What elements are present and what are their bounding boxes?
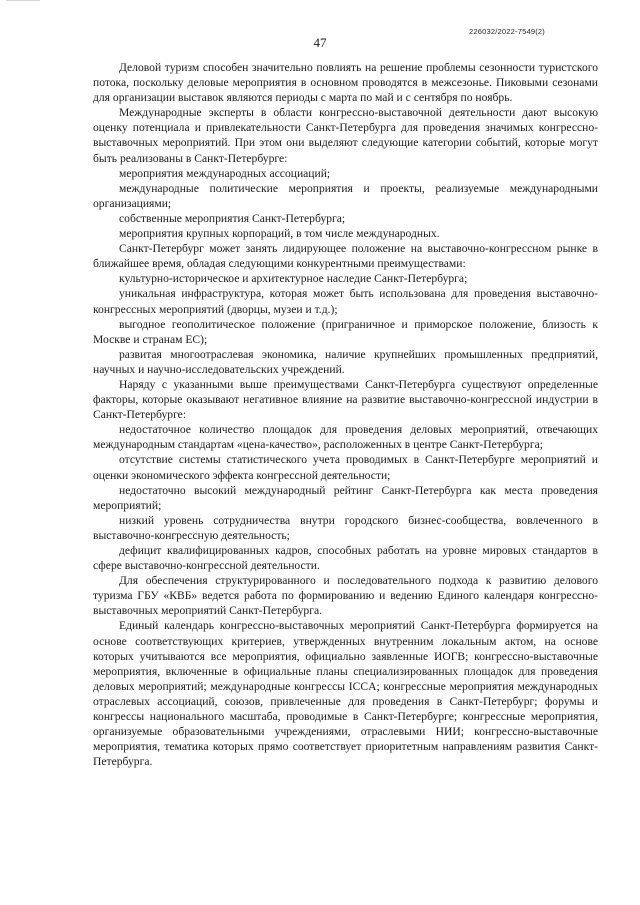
page-number: 47 (313, 35, 327, 50)
paragraph-seasonality: Деловой туризм способен значительно повлиять на решение проблемы сезонности туристского потока, поскольку деловые мероприятия в основном проводятся в межсезонье. Пиковыми сезонами для организации выставок являются периоды с марта по май и с сентября по ноябрь. (93, 61, 598, 105)
paragraph-calendar-criteria: Единый календарь конгрессно-выставочных мероприятий Санкт-Петербурга формируется на основе соответствующих критериев, утвержденных внутренним локальным актом, на основе которых учитываются все мероприятия, официально заявленные ИОГВ; конгрессно-выставочные мероприятия, включенные в официальные планы специализированных площадок для проведения деловых мероприятий; международные конгрессы ICCA; конгрессные мероприятия международных отраслевых ассоциаций, союзов, привлеченные для проведения в Санкт-Петербург; форумы и конгрессы национального масштаба, проводимые в Санкт-Петербурге; конгрессные мероприятия, организуемые образовательными учреждениями, отраслевыми НИИ; конгрессно-выставочные мероприятия, тематика которых прямо соответствует приоритетным направлениям развития Санкт-Петербурга. (93, 619, 598, 769)
list-item-staff: дефицит квалифицированных кадров, способных работать на уровне мировых стандартов в сфере выставочно-конгрессной деятельности. (93, 544, 598, 573)
paragraph-experts: Международные эксперты в области конгрессно-выставочной деятельности дают высокую оценку потенциала и привлекательности Санкт-Петербурга для проведения значимых конгрессно-выставочных мероприятий. При этом они выделяют следующие категории событий, которые могут быть реализованы в Санкт-Петербурге: (93, 106, 598, 165)
paragraph-advantages: Санкт-Петербург может занять лидирующее положение на выставочно-конгрессном рынке в ближайшее время, обладая следующими конкурентными преимуществами: (93, 242, 598, 271)
paragraph-calendar: Для обеспечения структурированного и последовательного подхода к развитию делового туризма ГБУ «КВБ» ведется работа по формированию и ведению Единого календаря конгрессно-выставочных мероприятий Санкт-Петербурга. (93, 574, 598, 618)
list-item-statistics: отсутствие системы статистического учета проводимых в Санкт-Петербурге мероприятий и оценки экономического эффекта конгрессной деятельности; (93, 453, 598, 482)
list-item-heritage: культурно-историческое и архитектурное наследие Санкт-Петербурга; (119, 272, 468, 286)
list-item-infrastructure: уникальная инфраструктура, которая может быть использована для проведения выставочно-конгрессных мероприятий (дворцы, музеи и т.д.); (93, 287, 598, 316)
paragraph-negative-factors: Наряду с указанными выше преимуществами Санкт-Петербурга существуют определенные факторы, которые оказывают негативное влияние на развитие выставочно-конгрессной индустрии в Санкт-Петербурге: (93, 377, 598, 422)
list-item-venues: недостаточное количество площадок для проведения деловых мероприятий, отвечающих международным стандартам «цена-качество», расположенных в центре Санкт-Петербурга; (93, 423, 598, 452)
list-item-corporate-events: мероприятия крупных корпораций, в том числе международных. (119, 227, 440, 241)
list-item-geopolitics: выгодное геополитическое положение (приграничное и приморское положение, близость к Москве и странам ЕС); (93, 317, 598, 346)
list-item-associations: мероприятия международных ассоциаций; (119, 166, 331, 180)
list-item-rating: недостаточно высокий международный рейтинг Санкт-Петербурга как места проведения мероприятий; (93, 483, 598, 512)
list-item-political-events: международные политические мероприятия и проекты, реализуемые международными организациями; (93, 181, 598, 210)
document-body (93, 60, 598, 769)
list-item-own-events: собственные мероприятия Санкт-Петербурга; (119, 211, 346, 225)
list-item-cooperation: низкий уровень сотрудничества внутри городского бизнес-сообщества, вовлеченного в выставочно-конгрессную деятельность; (93, 513, 598, 542)
list-item-economy: развитая многоотраслевая экономика, наличие крупнейших промышленных предприятий, научных и научно-исследовательских учреждений. (93, 347, 598, 376)
scan-corner-mark (6, 0, 40, 5)
document-registration-number: 226032/2022-7549(2) (469, 27, 545, 36)
